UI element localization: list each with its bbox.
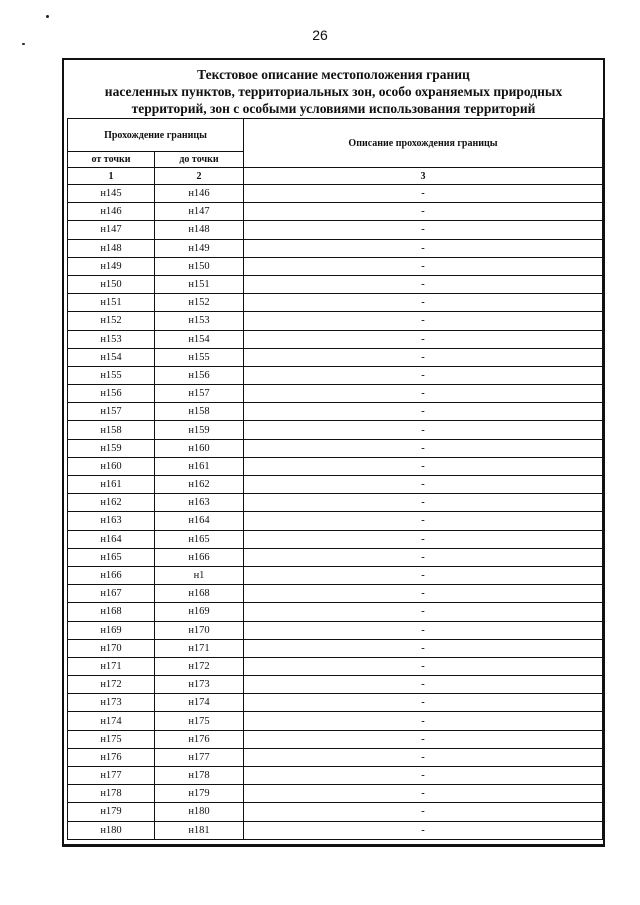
description-cell: - <box>244 585 603 603</box>
description-cell: - <box>244 257 603 275</box>
description-cell: - <box>244 421 603 439</box>
description-cell: - <box>244 348 603 366</box>
description-cell: - <box>244 530 603 548</box>
from-point-cell: н165 <box>68 548 155 566</box>
to-point-cell: н150 <box>155 257 244 275</box>
table-row <box>68 312 603 330</box>
to-point-cell: н169 <box>155 603 244 621</box>
from-point-cell: н153 <box>68 330 155 348</box>
description-cell: - <box>244 657 603 675</box>
document-frame <box>62 58 605 847</box>
to-point-cell: н161 <box>155 457 244 475</box>
column-number-1: 1 <box>68 168 155 185</box>
table-row <box>68 275 603 293</box>
page-number: 26 <box>312 27 328 43</box>
table-row <box>68 366 603 384</box>
from-point-cell: н159 <box>68 439 155 457</box>
to-point-cell: н165 <box>155 530 244 548</box>
table-row <box>68 457 603 475</box>
table-row <box>68 221 603 239</box>
table-row <box>68 639 603 657</box>
description-cell: - <box>244 803 603 821</box>
from-point-cell: н157 <box>68 403 155 421</box>
from-point-cell: н174 <box>68 712 155 730</box>
table-row <box>68 730 603 748</box>
table-row <box>68 767 603 785</box>
table-row <box>68 821 603 839</box>
to-point-cell: н154 <box>155 330 244 348</box>
description-cell: - <box>244 457 603 475</box>
to-point-cell: н180 <box>155 803 244 821</box>
description-cell: - <box>244 330 603 348</box>
to-point-cell: н175 <box>155 712 244 730</box>
to-point-cell: н178 <box>155 767 244 785</box>
to-point-cell: н168 <box>155 585 244 603</box>
table-row <box>68 676 603 694</box>
description-cell: - <box>244 676 603 694</box>
from-point-cell: н149 <box>68 257 155 275</box>
boundary-table <box>67 118 603 840</box>
to-point-cell: н181 <box>155 821 244 839</box>
from-point-cell: н161 <box>68 476 155 494</box>
description-cell: - <box>244 621 603 639</box>
from-point-cell: н160 <box>68 457 155 475</box>
table-row <box>68 530 603 548</box>
from-point-cell: н170 <box>68 639 155 657</box>
from-point-cell: н166 <box>68 566 155 584</box>
from-point-cell: н158 <box>68 421 155 439</box>
from-point-cell: н155 <box>68 366 155 384</box>
table-row <box>68 294 603 312</box>
to-point-cell: н176 <box>155 730 244 748</box>
table-row <box>68 239 603 257</box>
header-to-point: до точки <box>155 152 244 168</box>
title-line-1: Текстовое описание местоположения границ <box>197 67 470 82</box>
table-row <box>68 712 603 730</box>
table-row <box>68 257 603 275</box>
to-point-cell: н166 <box>155 548 244 566</box>
from-point-cell: н172 <box>68 676 155 694</box>
from-point-cell: н162 <box>68 494 155 512</box>
scan-speck <box>46 15 49 18</box>
document-title <box>64 66 603 117</box>
title-line-2: населенных пунктов, территориальных зон, особо охраняемых природных <box>104 84 563 99</box>
from-point-cell: н176 <box>68 748 155 766</box>
table-row <box>68 385 603 403</box>
table-row <box>68 403 603 421</box>
description-cell: - <box>244 712 603 730</box>
table-row <box>68 348 603 366</box>
from-point-cell: н151 <box>68 294 155 312</box>
to-point-cell: н177 <box>155 748 244 766</box>
from-point-cell: н175 <box>68 730 155 748</box>
from-point-cell: н173 <box>68 694 155 712</box>
title-line-3: территорий, зон с особыми условиями использования территорий <box>131 101 536 116</box>
description-cell: - <box>244 385 603 403</box>
description-cell: - <box>244 203 603 221</box>
to-point-cell: н1 <box>155 566 244 584</box>
description-cell: - <box>244 694 603 712</box>
description-cell: - <box>244 312 603 330</box>
to-point-cell: н164 <box>155 512 244 530</box>
to-point-cell: н163 <box>155 494 244 512</box>
to-point-cell: н179 <box>155 785 244 803</box>
table-row <box>68 657 603 675</box>
to-point-cell: н155 <box>155 348 244 366</box>
table-body <box>68 185 603 840</box>
from-point-cell: н177 <box>68 767 155 785</box>
from-point-cell: н179 <box>68 803 155 821</box>
description-cell: - <box>244 494 603 512</box>
to-point-cell: н149 <box>155 239 244 257</box>
description-cell: - <box>244 767 603 785</box>
to-point-cell: н159 <box>155 421 244 439</box>
description-cell: - <box>244 294 603 312</box>
description-cell: - <box>244 275 603 293</box>
from-point-cell: н154 <box>68 348 155 366</box>
table-row <box>68 494 603 512</box>
table-row <box>68 512 603 530</box>
table-row <box>68 548 603 566</box>
from-point-cell: н180 <box>68 821 155 839</box>
table-row <box>68 439 603 457</box>
table-row <box>68 621 603 639</box>
from-point-cell: н163 <box>68 512 155 530</box>
description-cell: - <box>244 366 603 384</box>
from-point-cell: н169 <box>68 621 155 639</box>
bottom-rule <box>64 844 603 845</box>
table-row <box>68 803 603 821</box>
table-row <box>68 476 603 494</box>
from-point-cell: н152 <box>68 312 155 330</box>
scan-speck <box>22 43 25 45</box>
header-boundary-description: Описание прохождения границы <box>244 119 603 168</box>
to-point-cell: н174 <box>155 694 244 712</box>
table-row <box>68 203 603 221</box>
description-cell: - <box>244 185 603 203</box>
to-point-cell: н151 <box>155 275 244 293</box>
description-cell: - <box>244 239 603 257</box>
from-point-cell: н150 <box>68 275 155 293</box>
table-row <box>68 185 603 203</box>
from-point-cell: н168 <box>68 603 155 621</box>
description-cell: - <box>244 566 603 584</box>
from-point-cell: н167 <box>68 585 155 603</box>
description-cell: - <box>244 730 603 748</box>
from-point-cell: н146 <box>68 203 155 221</box>
description-cell: - <box>244 548 603 566</box>
to-point-cell: н153 <box>155 312 244 330</box>
table-row <box>68 748 603 766</box>
description-cell: - <box>244 748 603 766</box>
table-row <box>68 421 603 439</box>
table-row <box>68 694 603 712</box>
header-boundary-passage: Прохождение границы <box>68 119 244 152</box>
from-point-cell: н178 <box>68 785 155 803</box>
description-cell: - <box>244 512 603 530</box>
from-point-cell: н156 <box>68 385 155 403</box>
to-point-cell: н173 <box>155 676 244 694</box>
to-point-cell: н160 <box>155 439 244 457</box>
description-cell: - <box>244 639 603 657</box>
description-cell: - <box>244 439 603 457</box>
to-point-cell: н147 <box>155 203 244 221</box>
table-row <box>68 785 603 803</box>
table-row <box>68 330 603 348</box>
to-point-cell: н158 <box>155 403 244 421</box>
table-row <box>68 566 603 584</box>
description-cell: - <box>244 403 603 421</box>
description-cell: - <box>244 785 603 803</box>
from-point-cell: н145 <box>68 185 155 203</box>
description-cell: - <box>244 476 603 494</box>
to-point-cell: н157 <box>155 385 244 403</box>
description-cell: - <box>244 221 603 239</box>
from-point-cell: н148 <box>68 239 155 257</box>
to-point-cell: н156 <box>155 366 244 384</box>
table-row <box>68 585 603 603</box>
from-point-cell: н171 <box>68 657 155 675</box>
header-from-point: от точки <box>68 152 155 168</box>
to-point-cell: н162 <box>155 476 244 494</box>
to-point-cell: н146 <box>155 185 244 203</box>
description-cell: - <box>244 821 603 839</box>
to-point-cell: н172 <box>155 657 244 675</box>
to-point-cell: н170 <box>155 621 244 639</box>
column-number-3: 3 <box>244 168 603 185</box>
to-point-cell: н171 <box>155 639 244 657</box>
description-cell: - <box>244 603 603 621</box>
column-number-2: 2 <box>155 168 244 185</box>
to-point-cell: н148 <box>155 221 244 239</box>
table-row <box>68 603 603 621</box>
to-point-cell: н152 <box>155 294 244 312</box>
from-point-cell: н147 <box>68 221 155 239</box>
from-point-cell: н164 <box>68 530 155 548</box>
